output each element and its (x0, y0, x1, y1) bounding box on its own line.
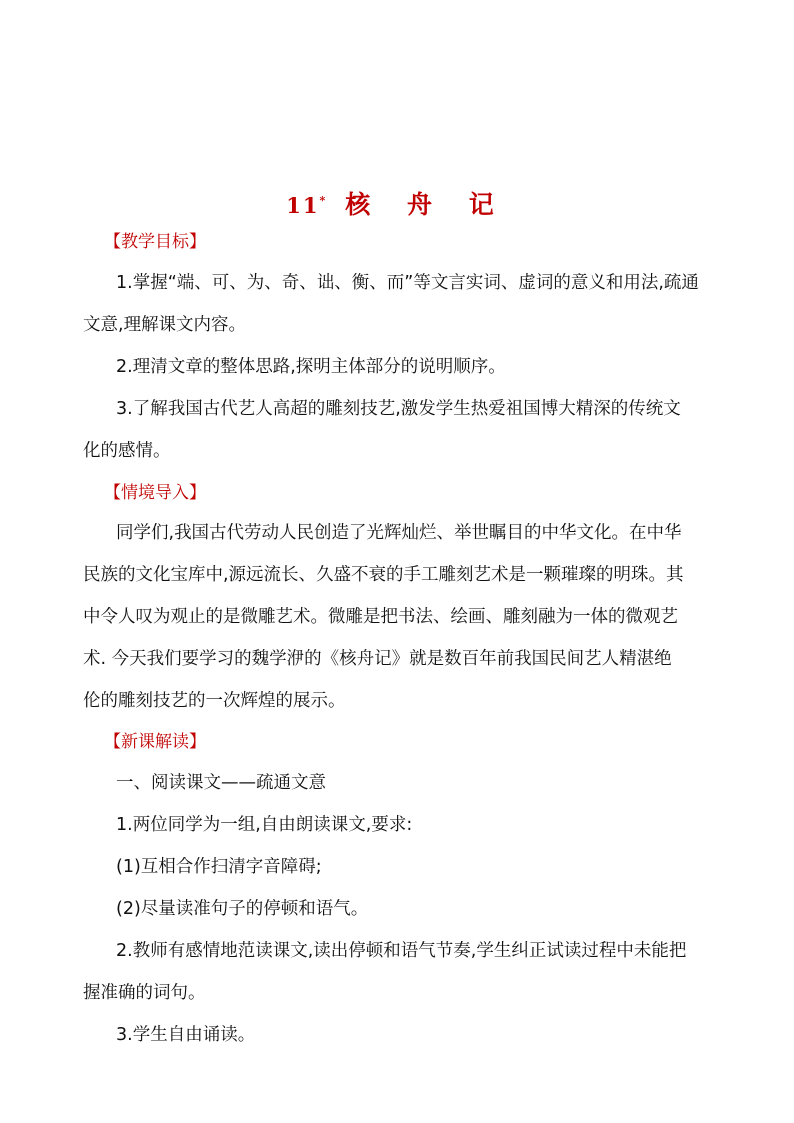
newlesson-step3: 3.学生自由诵读。 (116, 1025, 256, 1045)
newlesson-heading: 【新课解读】 (104, 732, 206, 752)
intro-heading: 【情境导入】 (104, 483, 206, 503)
intro-line-5: 伦的雕刻技艺的一次辉煌的展示。 (83, 691, 346, 711)
newlesson-sub2: (2)尽量读准句子的停顿和语气。 (116, 899, 369, 919)
newlesson-sub1: (1)互相合作扫清字音障碍; (116, 857, 322, 877)
objective-1-line2: 文意,理解课文内容。 (83, 315, 247, 335)
intro-line-1: 同学们,我国古代劳动人民创造了光辉灿烂、举世瞩目的中华文化。在中华 (116, 523, 682, 543)
title-number: 11 (286, 193, 320, 218)
newlesson-step1: 1.两位同学为一组,自由朗读课文,要求: (116, 815, 413, 835)
page-title (0, 185, 794, 221)
intro-line-4: 术. 今天我们要学习的魏学洢的《核舟记》就是数百年前我国民间艺人精湛绝 (83, 649, 672, 669)
intro-line-2: 民族的文化宝库中,源远流长、久盛不衰的手工雕刻艺术是一颗璀璨的明珠。其 (83, 565, 684, 585)
title-mark: * (319, 193, 328, 207)
objective-3-line1: 3.了解我国古代艺人高超的雕刻技艺,激发学生热爱祖国博大精深的传统文 (116, 399, 681, 419)
intro-line-3: 中令人叹为观止的是微雕艺术。微雕是把书法、绘画、雕刻融为一体的微观艺 (83, 607, 678, 627)
newlesson-step2-line1: 2.教师有感情地范读课文,读出停顿和语气节奏,学生纠正试读过程中未能把 (116, 941, 687, 961)
objective-2: 2.理清文章的整体思路,探明主体部分的说明顺序。 (116, 357, 506, 377)
newlesson-step2-line2: 握准确的词句。 (83, 983, 206, 1003)
objective-3-line2: 化的感情。 (83, 441, 171, 461)
title-text: 核 舟 记 (345, 190, 508, 219)
objective-1-line1: 1.掌握“端、可、为、奇、诎、衡、而”等文言实词、虚词的意义和用法,疏通 (116, 273, 699, 293)
newlesson-part1: 一、阅读课文——疏通文意 (116, 773, 326, 793)
objectives-heading: 【教学目标】 (104, 232, 206, 252)
